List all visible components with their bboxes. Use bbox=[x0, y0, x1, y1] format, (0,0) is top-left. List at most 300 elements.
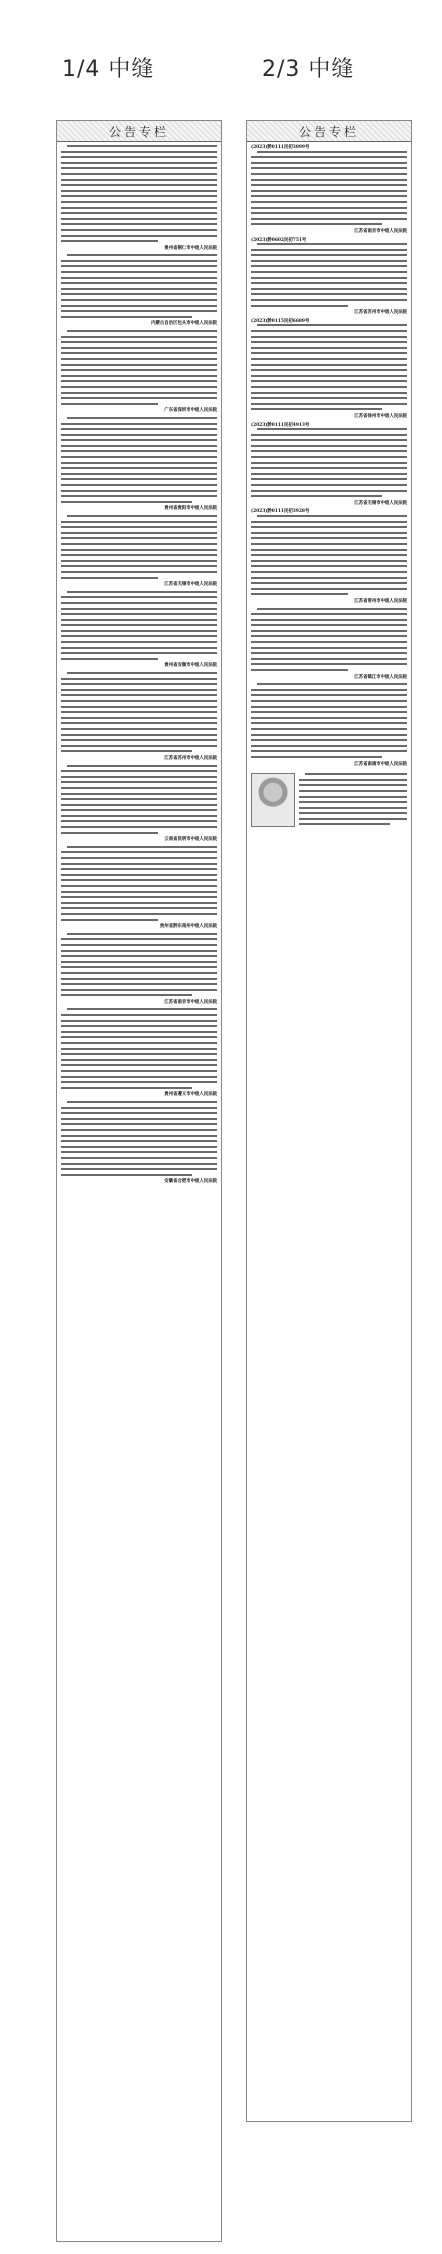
text-line bbox=[61, 972, 217, 974]
text-line bbox=[251, 624, 407, 626]
column-header: 公告专栏 bbox=[247, 121, 411, 142]
text-line bbox=[61, 478, 217, 480]
notice bbox=[251, 509, 407, 604]
text-line bbox=[251, 201, 407, 203]
text-line bbox=[299, 796, 407, 798]
text-line bbox=[251, 619, 407, 621]
text-line bbox=[61, 532, 217, 534]
text-line bbox=[61, 218, 217, 220]
court-name: 贵州省遵义市中级人民法院 bbox=[164, 1092, 217, 1098]
text-line bbox=[61, 770, 217, 772]
text-line bbox=[251, 478, 407, 480]
text-line bbox=[251, 717, 407, 719]
text-line bbox=[61, 804, 217, 806]
text-line bbox=[61, 851, 217, 853]
text-line bbox=[61, 961, 217, 963]
text-line bbox=[61, 423, 217, 425]
text-line bbox=[251, 434, 407, 436]
text-line bbox=[61, 630, 217, 632]
text-line bbox=[251, 521, 407, 523]
text-line bbox=[67, 515, 217, 517]
text-line bbox=[61, 1070, 217, 1072]
text-line bbox=[61, 223, 217, 225]
text-line bbox=[257, 324, 407, 326]
notice-text bbox=[61, 254, 217, 318]
court-name: 江苏省常州市中级人民法院 bbox=[354, 598, 407, 604]
text-line bbox=[251, 305, 348, 307]
court-name: 江苏省徐州市中级人民法院 bbox=[354, 413, 407, 419]
notice bbox=[251, 683, 407, 767]
text-line bbox=[257, 243, 407, 245]
text-line bbox=[251, 593, 348, 595]
announcement-column-right bbox=[246, 120, 412, 2122]
court-name: 江苏省南京市中级人民法院 bbox=[164, 999, 217, 1005]
notice bbox=[61, 515, 217, 588]
text-line bbox=[251, 299, 407, 301]
text-line bbox=[251, 582, 407, 584]
text-line bbox=[61, 722, 217, 724]
text-line bbox=[61, 352, 217, 354]
text-line bbox=[251, 386, 407, 388]
text-line bbox=[61, 781, 217, 783]
text-line bbox=[61, 526, 217, 528]
text-line bbox=[299, 818, 407, 820]
text-line bbox=[251, 750, 407, 752]
text-line bbox=[251, 212, 407, 214]
court-name: 云南省昆明市中级人民法院 bbox=[164, 837, 217, 843]
text-line bbox=[61, 501, 192, 503]
text-line bbox=[61, 537, 217, 539]
text-line bbox=[257, 515, 407, 517]
notice-text bbox=[251, 683, 407, 758]
notice bbox=[61, 765, 217, 843]
court-name: 江苏省镇江市中级人民法院 bbox=[354, 674, 407, 680]
notice-text bbox=[61, 145, 217, 242]
text-line bbox=[61, 1112, 217, 1114]
text-line bbox=[251, 369, 407, 371]
court-name: 内蒙古自治区包头市中级人民法院 bbox=[151, 321, 217, 327]
text-line bbox=[251, 282, 407, 284]
text-line bbox=[61, 809, 217, 811]
text-line bbox=[67, 1101, 217, 1103]
notice bbox=[251, 319, 407, 420]
text-line bbox=[61, 549, 217, 551]
notice-text bbox=[251, 243, 407, 307]
text-line bbox=[67, 330, 217, 332]
case-number: (2023)黔0111民初3928号 bbox=[251, 509, 310, 515]
text-line bbox=[251, 613, 407, 615]
text-line bbox=[61, 624, 217, 626]
text-line bbox=[61, 907, 217, 909]
notice-text bbox=[61, 846, 217, 921]
text-line bbox=[61, 857, 217, 859]
text-line bbox=[251, 184, 407, 186]
notice-text bbox=[251, 324, 407, 410]
text-line bbox=[251, 336, 407, 338]
text-line bbox=[251, 630, 407, 632]
text-line bbox=[61, 1053, 217, 1055]
text-line bbox=[251, 641, 407, 643]
text-line bbox=[251, 739, 407, 741]
text-line bbox=[251, 179, 407, 181]
text-line bbox=[61, 750, 192, 752]
text-line bbox=[251, 190, 407, 192]
text-line bbox=[61, 1146, 217, 1148]
text-line bbox=[251, 565, 407, 567]
text-line bbox=[251, 352, 407, 354]
text-line bbox=[251, 700, 407, 702]
text-line bbox=[61, 450, 217, 452]
text-line bbox=[61, 341, 217, 343]
text-line bbox=[61, 305, 217, 307]
text-line bbox=[61, 240, 158, 242]
text-line bbox=[61, 641, 217, 643]
fold-label-left: 1/4 中缝 bbox=[62, 57, 155, 82]
text-line bbox=[61, 1129, 217, 1131]
text-line bbox=[251, 495, 382, 497]
text-line bbox=[251, 543, 407, 545]
text-line bbox=[299, 784, 407, 786]
text-line bbox=[67, 933, 217, 935]
court-name: 江苏省无锡市中级人民法院 bbox=[164, 582, 217, 588]
text-line bbox=[67, 765, 217, 767]
notice bbox=[61, 846, 217, 930]
text-line bbox=[61, 1168, 217, 1170]
text-line bbox=[61, 277, 217, 279]
photo-notice bbox=[251, 773, 407, 829]
text-line bbox=[61, 596, 217, 598]
text-line bbox=[61, 944, 217, 946]
text-line bbox=[251, 439, 407, 441]
text-line bbox=[61, 434, 217, 436]
text-line bbox=[61, 978, 217, 980]
text-line bbox=[61, 776, 217, 778]
text-line bbox=[251, 462, 407, 464]
text-line bbox=[61, 293, 217, 295]
text-line bbox=[61, 863, 217, 865]
notice-text bbox=[61, 417, 217, 503]
notice-text bbox=[61, 672, 217, 752]
notice bbox=[251, 145, 407, 235]
text-line bbox=[61, 1048, 217, 1050]
court-name: 安徽省合肥市中级人民法院 bbox=[164, 1179, 217, 1185]
text-line bbox=[61, 613, 217, 615]
text-line bbox=[61, 235, 217, 237]
text-line bbox=[61, 554, 217, 556]
text-line bbox=[61, 658, 158, 660]
photo-notice-text bbox=[299, 773, 407, 829]
text-line bbox=[61, 184, 217, 186]
text-line bbox=[61, 1020, 217, 1022]
text-line bbox=[61, 467, 217, 469]
notice bbox=[61, 1008, 217, 1098]
notice bbox=[61, 1101, 217, 1185]
text-line bbox=[61, 874, 217, 876]
text-line bbox=[251, 162, 407, 164]
text-line bbox=[67, 672, 217, 674]
text-line bbox=[299, 790, 407, 792]
text-line bbox=[251, 728, 407, 730]
text-line bbox=[61, 167, 217, 169]
text-line bbox=[61, 1087, 192, 1089]
notice bbox=[61, 672, 217, 762]
case-number: (2023)黔0111民初4913号 bbox=[251, 422, 310, 428]
notice bbox=[61, 591, 217, 669]
text-line bbox=[61, 484, 217, 486]
notice-text bbox=[61, 1101, 217, 1176]
text-line bbox=[251, 484, 407, 486]
text-line bbox=[61, 608, 217, 610]
text-line bbox=[251, 450, 407, 452]
text-line bbox=[67, 417, 217, 419]
text-line bbox=[251, 694, 407, 696]
text-line bbox=[61, 1081, 217, 1083]
text-line bbox=[61, 885, 217, 887]
text-line bbox=[61, 195, 217, 197]
fold-label-right: 2/3 中缝 bbox=[262, 57, 355, 82]
text-line bbox=[61, 473, 217, 475]
notice-text bbox=[61, 933, 217, 997]
text-line bbox=[61, 456, 217, 458]
text-line bbox=[257, 151, 407, 153]
text-line bbox=[61, 271, 217, 273]
case-number: (2023)黔0115民初6689号 bbox=[251, 318, 310, 324]
text-line bbox=[61, 1151, 217, 1153]
text-line bbox=[61, 207, 217, 209]
text-line bbox=[251, 408, 382, 410]
text-line bbox=[251, 375, 407, 377]
text-line bbox=[251, 397, 407, 399]
text-line bbox=[61, 896, 217, 898]
notice bbox=[61, 933, 217, 1006]
text-line bbox=[61, 403, 158, 405]
text-line bbox=[251, 218, 407, 220]
text-line bbox=[251, 358, 407, 360]
notice bbox=[251, 238, 407, 316]
text-line bbox=[61, 652, 217, 654]
text-line bbox=[251, 711, 407, 713]
text-line bbox=[61, 994, 192, 996]
text-line bbox=[61, 1107, 217, 1109]
text-line bbox=[251, 658, 407, 660]
text-line bbox=[61, 310, 217, 312]
text-line bbox=[61, 913, 217, 915]
text-line bbox=[61, 706, 217, 708]
text-line bbox=[251, 330, 407, 332]
text-line bbox=[61, 445, 217, 447]
text-line bbox=[61, 336, 217, 338]
text-line bbox=[61, 190, 217, 192]
text-line bbox=[251, 549, 407, 551]
text-line bbox=[251, 392, 407, 394]
notice-text bbox=[251, 151, 407, 226]
notice-text bbox=[251, 515, 407, 595]
notice-text bbox=[299, 773, 407, 825]
text-line bbox=[61, 902, 217, 904]
text-line bbox=[61, 392, 217, 394]
notice bbox=[61, 330, 217, 414]
text-line bbox=[61, 347, 217, 349]
text-line bbox=[251, 467, 407, 469]
text-line bbox=[61, 156, 217, 158]
text-line bbox=[251, 652, 407, 654]
text-line bbox=[61, 745, 217, 747]
text-line bbox=[251, 722, 407, 724]
text-line bbox=[61, 543, 217, 545]
text-line bbox=[251, 403, 407, 405]
text-line bbox=[61, 635, 217, 637]
text-line bbox=[67, 254, 217, 256]
text-line bbox=[251, 347, 407, 349]
text-line bbox=[251, 364, 407, 366]
text-line bbox=[251, 288, 407, 290]
text-line bbox=[61, 265, 217, 267]
text-line bbox=[299, 807, 407, 809]
announcement-column-left bbox=[56, 120, 222, 2242]
text-line bbox=[61, 1025, 217, 1027]
text-line bbox=[61, 983, 217, 985]
text-line bbox=[61, 815, 217, 817]
text-line bbox=[251, 663, 407, 665]
text-line bbox=[251, 473, 407, 475]
text-line bbox=[61, 798, 217, 800]
text-line bbox=[61, 950, 217, 952]
text-line bbox=[257, 428, 407, 430]
text-line bbox=[61, 891, 217, 893]
text-line bbox=[251, 490, 407, 492]
text-line bbox=[61, 938, 217, 940]
text-line bbox=[61, 1036, 217, 1038]
text-line bbox=[61, 832, 158, 834]
text-line bbox=[61, 694, 217, 696]
text-line bbox=[61, 162, 217, 164]
text-line bbox=[251, 156, 407, 158]
text-line bbox=[251, 532, 407, 534]
text-line bbox=[61, 711, 217, 713]
text-line bbox=[61, 820, 217, 822]
text-line bbox=[251, 669, 348, 671]
text-line bbox=[61, 879, 217, 881]
text-line bbox=[61, 602, 217, 604]
court-name: 江苏省南京市中级人民法院 bbox=[354, 228, 407, 234]
text-line bbox=[61, 571, 217, 573]
text-line bbox=[61, 179, 217, 181]
text-line bbox=[61, 397, 217, 399]
text-line bbox=[61, 462, 217, 464]
text-line bbox=[305, 773, 407, 775]
text-line bbox=[61, 1014, 217, 1016]
notice bbox=[251, 423, 407, 507]
text-line bbox=[61, 989, 217, 991]
text-line bbox=[61, 490, 217, 492]
text-line bbox=[299, 823, 390, 825]
notice bbox=[61, 145, 217, 251]
text-line bbox=[61, 919, 158, 921]
notice bbox=[251, 608, 407, 681]
text-line bbox=[61, 683, 217, 685]
court-name: 贵州省黔东南州中级人民法院 bbox=[159, 924, 217, 930]
text-line bbox=[251, 526, 407, 528]
text-line bbox=[251, 756, 382, 758]
text-line bbox=[61, 1135, 217, 1137]
text-line bbox=[61, 282, 217, 284]
notice bbox=[61, 417, 217, 512]
text-line bbox=[251, 706, 407, 708]
court-name: 贵州省铜仁市中级人民法院 bbox=[164, 245, 217, 251]
text-line bbox=[61, 1076, 217, 1078]
text-line bbox=[61, 728, 217, 730]
text-line bbox=[251, 445, 407, 447]
text-line bbox=[251, 271, 407, 273]
text-line bbox=[61, 619, 217, 621]
text-line bbox=[251, 734, 407, 736]
text-line bbox=[251, 647, 407, 649]
text-line bbox=[251, 223, 382, 225]
text-line bbox=[299, 779, 407, 781]
text-line bbox=[61, 1123, 217, 1125]
text-line bbox=[61, 739, 217, 741]
text-line bbox=[257, 608, 407, 610]
text-line bbox=[61, 1157, 217, 1159]
text-line bbox=[61, 316, 192, 318]
text-line bbox=[251, 588, 407, 590]
text-line bbox=[61, 229, 217, 231]
court-name: 贵州省贵阳市中级人民法院 bbox=[164, 506, 217, 512]
text-line bbox=[251, 456, 407, 458]
text-line bbox=[61, 1031, 217, 1033]
case-number: (2023)黔0111民初3899号 bbox=[251, 145, 310, 150]
text-line bbox=[61, 386, 217, 388]
text-line bbox=[61, 1163, 217, 1165]
text-line bbox=[251, 577, 407, 579]
text-line bbox=[61, 787, 217, 789]
text-line bbox=[61, 375, 217, 377]
text-line bbox=[251, 380, 407, 382]
text-line bbox=[251, 277, 407, 279]
text-line bbox=[251, 254, 407, 256]
court-name: 江苏省南通市中级人民法院 bbox=[354, 761, 407, 767]
text-line bbox=[67, 145, 217, 147]
text-line bbox=[67, 846, 217, 848]
text-line bbox=[251, 167, 407, 169]
text-line bbox=[251, 249, 407, 251]
text-line bbox=[61, 212, 217, 214]
text-line bbox=[61, 358, 217, 360]
notice-text bbox=[251, 428, 407, 497]
text-line bbox=[61, 380, 217, 382]
text-line bbox=[61, 201, 217, 203]
text-line bbox=[61, 1140, 217, 1142]
text-line bbox=[61, 260, 217, 262]
text-line bbox=[61, 173, 217, 175]
text-line bbox=[61, 700, 217, 702]
text-line bbox=[61, 560, 217, 562]
court-name: 江苏省苏州市中级人民法院 bbox=[354, 310, 407, 316]
text-line bbox=[67, 1008, 217, 1010]
portrait-photo bbox=[251, 773, 295, 827]
notice-text bbox=[61, 515, 217, 579]
court-name: 江苏省苏州市中级人民法院 bbox=[164, 755, 217, 761]
text-line bbox=[61, 1042, 217, 1044]
text-line bbox=[61, 1059, 217, 1061]
text-line bbox=[61, 439, 217, 441]
column-header: 公告专栏 bbox=[57, 121, 221, 142]
notice-text bbox=[61, 330, 217, 405]
column-body bbox=[57, 142, 221, 2241]
court-name: 江苏省无锡市中级人民法院 bbox=[354, 500, 407, 506]
text-line bbox=[61, 717, 217, 719]
text-line bbox=[251, 341, 407, 343]
